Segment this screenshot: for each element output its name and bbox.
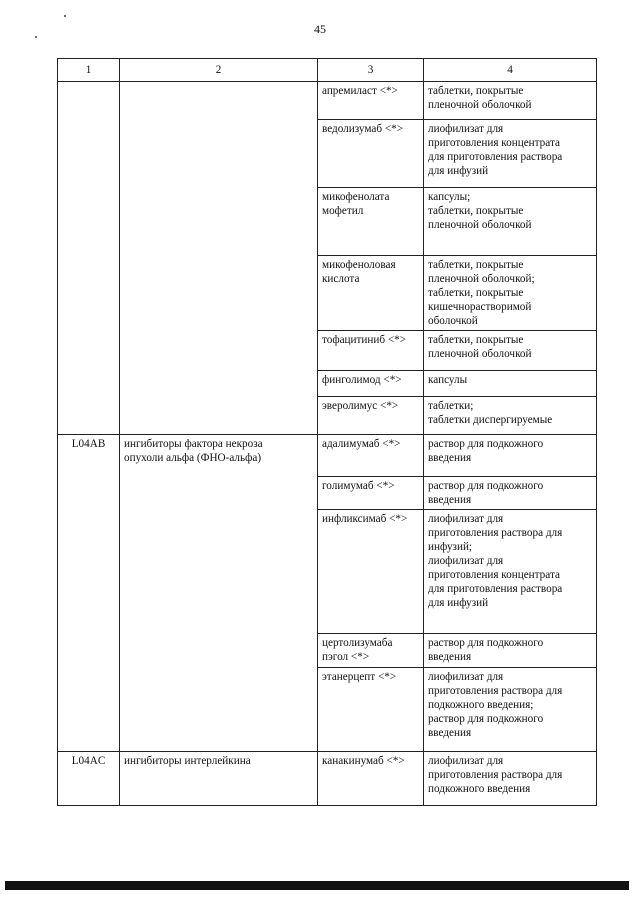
group-name-cell: ингибиторы интерлейкина xyxy=(120,752,318,806)
dosage-form-cell: таблетки, покрытые пленочной оболочкой xyxy=(424,82,597,120)
dosage-form-cell: капсулы; таблетки, покрытые пленочной оболочкой xyxy=(424,188,597,256)
table-row xyxy=(58,752,597,806)
column-header: 2 xyxy=(120,59,318,82)
drug-name-cell: финголимод <*> xyxy=(318,371,424,397)
atc-code-cell: L04AB xyxy=(58,435,120,752)
drug-name-cell: микофенолата мофетил xyxy=(318,188,424,256)
table-row xyxy=(58,82,597,120)
scan-speck xyxy=(64,15,66,17)
drug-name-cell: тофацитиниб <*> xyxy=(318,331,424,371)
dosage-form-cell: лиофилизат для приготовления раствора для подкожного введения; раствор для подкожного введения xyxy=(424,668,597,752)
dosage-form-cell: таблетки, покрытые пленочной оболочкой xyxy=(424,331,597,371)
dosage-form-cell: раствор для подкожного введения xyxy=(424,477,597,510)
table-row xyxy=(58,435,597,477)
drug-name-cell: микофеноловая кислота xyxy=(318,256,424,331)
drug-name-cell: этанерцепт <*> xyxy=(318,668,424,752)
page-number: 45 xyxy=(314,22,326,36)
drug-name-cell: канакинумаб <*> xyxy=(318,752,424,806)
atc-code-cell xyxy=(58,82,120,435)
drug-name-cell: цертолизумаба пэгол <*> xyxy=(318,634,424,668)
dosage-form-cell: лиофилизат для приготовления раствора для инфузий; лиофилизат для приготовления концентрата для приготовления раствора для инфузий xyxy=(424,510,597,634)
drug-name-cell: адалимумаб <*> xyxy=(318,435,424,477)
drug-name-cell: эверолимус <*> xyxy=(318,397,424,435)
drug-name-cell: инфликсимаб <*> xyxy=(318,510,424,634)
group-name-cell: ингибиторы фактора некроза опухоли альфа (ФНО-альфа) xyxy=(120,435,318,752)
dosage-form-cell: лиофилизат для приготовления раствора для подкожного введения xyxy=(424,752,597,806)
drug-name-cell: голимумаб <*> xyxy=(318,477,424,510)
dosage-form-cell: таблетки; таблетки диспергируемые xyxy=(424,397,597,435)
dosage-form-cell: таблетки, покрытые пленочной оболочкой; таблетки, покрытые кишечнорастворимой оболочкой xyxy=(424,256,597,331)
drug-name-cell: апремиласт <*> xyxy=(318,82,424,120)
dosage-form-cell: раствор для подкожного введения xyxy=(424,435,597,477)
scan-edge-bar xyxy=(5,881,629,890)
table-body xyxy=(58,82,597,806)
table-header-row xyxy=(58,59,597,82)
atc-code-cell: L04AC xyxy=(58,752,120,806)
column-header: 1 xyxy=(58,59,120,82)
group-name-cell xyxy=(120,82,318,435)
column-header: 4 xyxy=(424,59,597,82)
drug-table xyxy=(57,58,597,806)
drug-name-cell: ведолизумаб <*> xyxy=(318,120,424,188)
dosage-form-cell: раствор для подкожного введения xyxy=(424,634,597,668)
dosage-form-cell: лиофилизат для приготовления концентрата для приготовления раствора для инфузий xyxy=(424,120,597,188)
dosage-form-cell: капсулы xyxy=(424,371,597,397)
column-header: 3 xyxy=(318,59,424,82)
